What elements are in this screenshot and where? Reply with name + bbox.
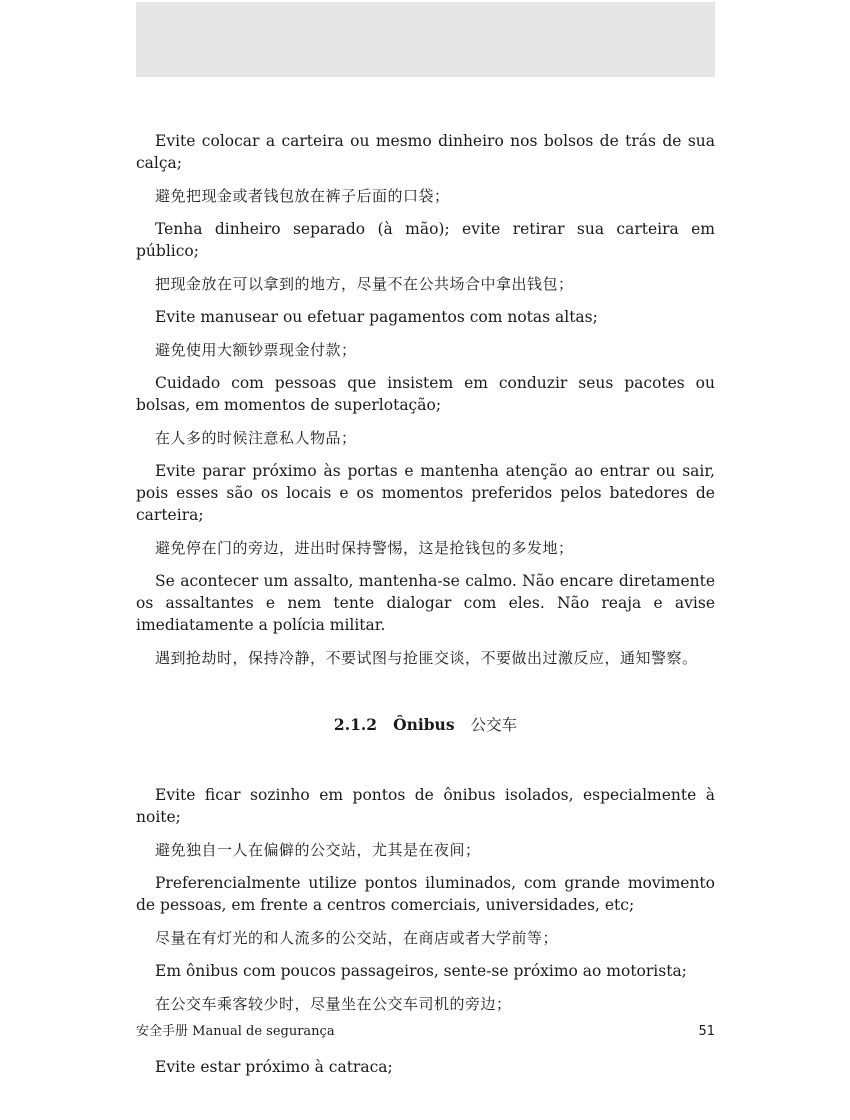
paragraph-zh: 把现金放在可以拿到的地方，尽量不在公共场合中拿出钱包；	[155, 275, 574, 293]
footer-title-pt: Manual de segurança	[192, 1024, 335, 1039]
footer-title-zh: 安全手册	[136, 1024, 189, 1039]
paragraph-zh: 在公交车乘客较少时，尽量坐在公交车司机的旁边；	[155, 995, 512, 1013]
paragraph-zh: 尽量在有灯光的和人流多的公交站，在商店或者大学前等；	[155, 929, 559, 947]
section-title-zh: 公交车	[470, 716, 518, 734]
paragraph: Evite manusear ou efetuar pagamentos com notas altas;	[155, 308, 598, 326]
section-number: 2.1.2	[333, 715, 378, 734]
page-number: 51	[698, 1024, 715, 1039]
section-title: Ônibus	[393, 715, 455, 734]
paragraph-zh: 避免使用大额钞票现金付款；	[155, 341, 357, 359]
paragraph: Em ônibus com poucos passageiros, sente-se próximo ao motorista;	[155, 962, 687, 980]
paragraph-zh: 避免把现金或者钱包放在裤子后面的口袋；	[155, 187, 450, 205]
paragraph-zh: 在人多的时候注意私人物品；	[155, 429, 357, 447]
page-content	[136, 130, 715, 1089]
paragraph-zh: 遇到抢劫时，保持冷静，不要试图与抢匪交谈，不要做出过激反应，通知警察。	[155, 649, 698, 667]
page-footer	[136, 1020, 715, 1039]
header-band	[136, 2, 715, 77]
paragraph: Evite estar próximo à catraca;	[155, 1058, 393, 1076]
section-heading	[136, 714, 715, 736]
footer-title	[136, 1020, 335, 1039]
paragraph: Cuidado com pessoas que insistem em conduzir seus pacotes ou bolsas, em momentos de superlotação;	[136, 374, 715, 414]
paragraph: Tenha dinheiro separado (à mão); evite retirar sua carteira em público;	[136, 220, 715, 260]
paragraph: Evite ficar sozinho em pontos de ônibus isolados, especialmente à noite;	[136, 786, 715, 826]
paragraph: Evite colocar a carteira ou mesmo dinheiro nos bolsos de trás de sua calça;	[136, 132, 715, 172]
paragraph-zh: 避免停在门的旁边，进出时保持警惕，这是抢钱包的多发地；	[155, 539, 574, 557]
paragraph: Evite parar próximo às portas e mantenha atenção ao entrar ou sair, pois esses são os locais e os momentos preferidos pelos batedores de carteira;	[136, 462, 715, 524]
paragraph: Preferencialmente utilize pontos iluminados, com grande movimento de pessoas, em frente a centros comerciais, universidades, etc;	[136, 874, 715, 914]
paragraph-zh: 避免独自一人在偏僻的公交站，尤其是在夜间；	[155, 841, 481, 859]
paragraph: Se acontecer um assalto, mantenha-se calmo. Não encare diretamente os assaltantes e nem tente dialogar com eles. Não reaja e avise imediatamente a polícia militar.	[136, 572, 715, 634]
